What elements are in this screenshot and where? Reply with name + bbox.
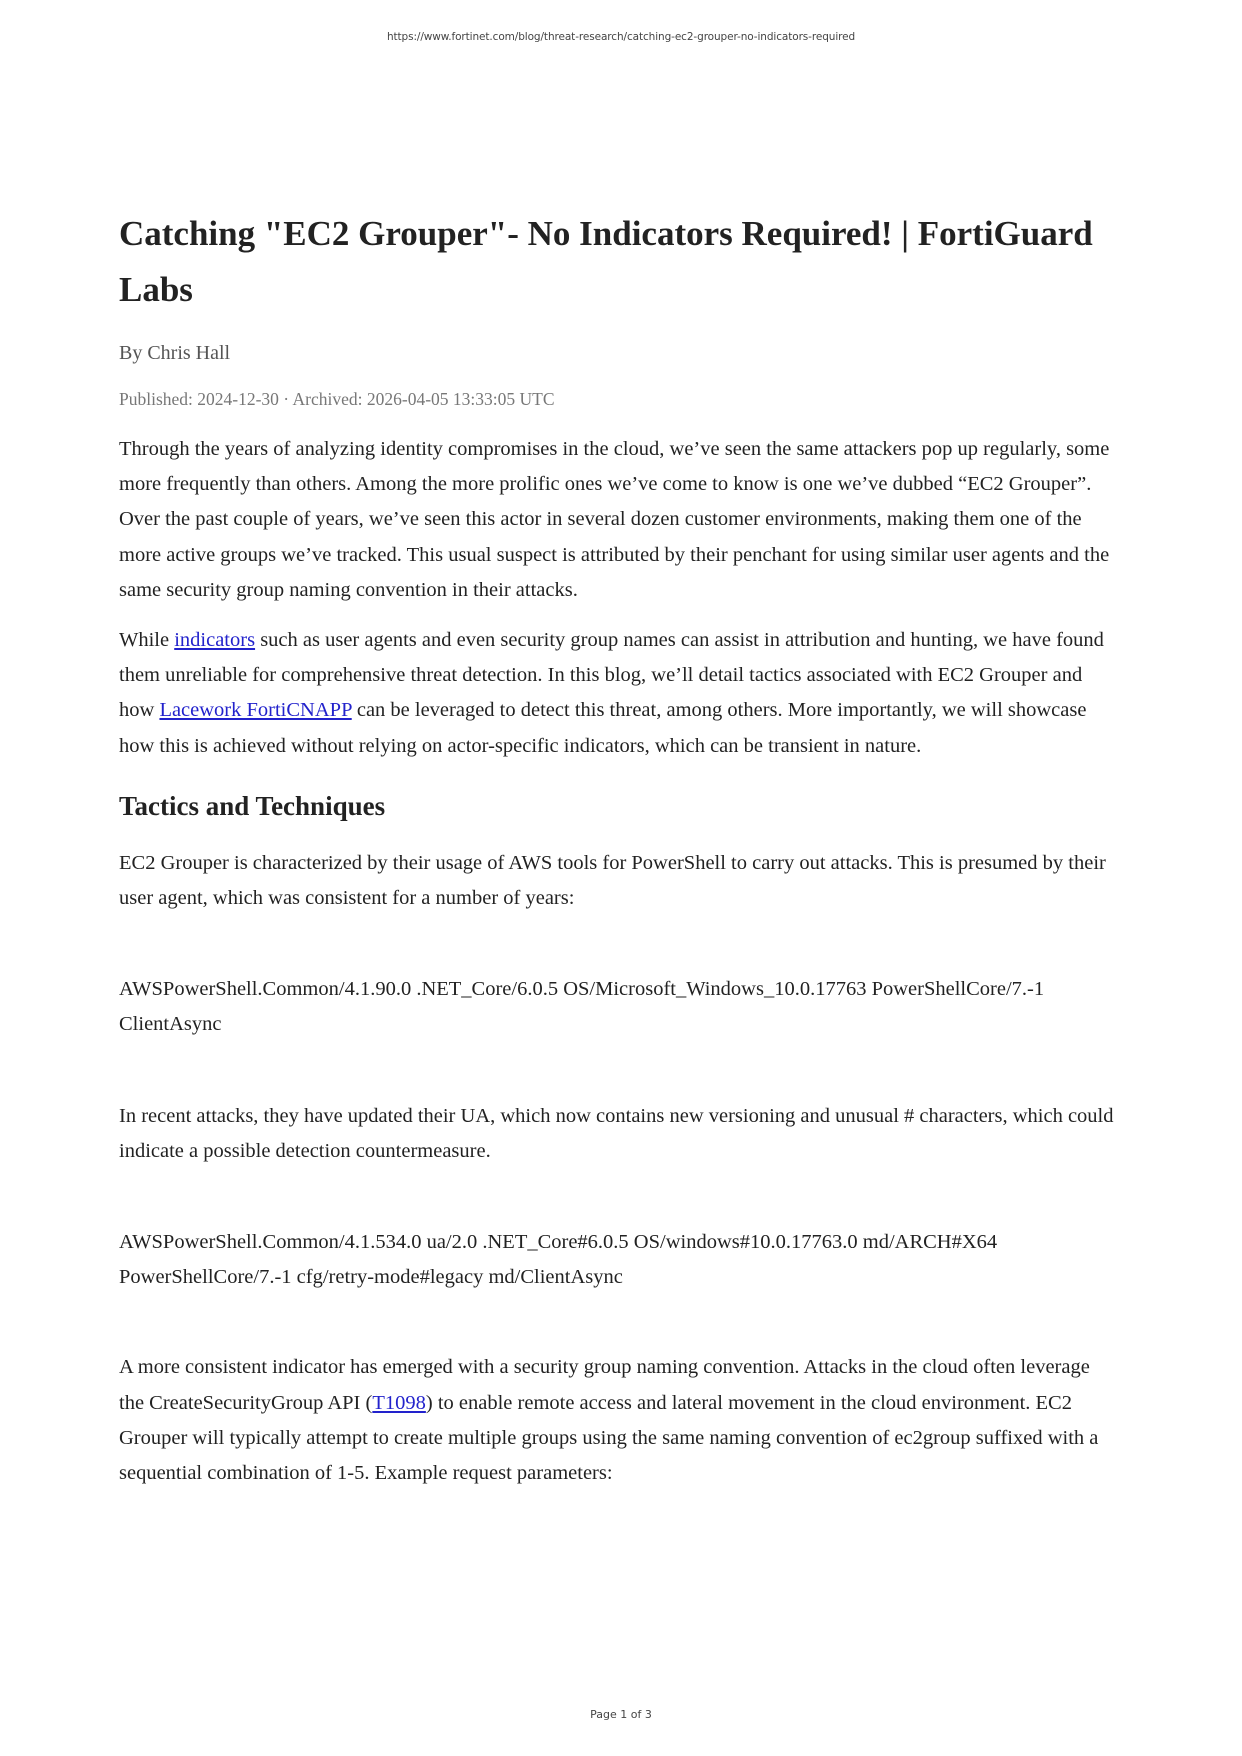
user-agent-old: AWSPowerShell.Common/4.1.90.0 .NET_Core/6.0.5 OS/Microsoft_Windows_10.0.17763 PowerShellCore/7.-1 ClientAsync: [119, 978, 1045, 1036]
text: such as user agents and even security group names can assist in attribution and hunting, we have found them unreliable for comprehensive threat detection. In this blog, we’ll detail tactics associated with EC2 Grouper and how: [119, 629, 1104, 722]
paragraph-intro: Through the years of analyzing identity compromises in the cloud, we’ve seen the same attackers pop up regularly, some more frequently than others. Among the more prolific ones we’ve come to know is one we’ve dubbed “EC2 Grouper”. Over the past couple of years, we’ve seen this actor in several dozen customer environments, making them one of the more active groups we’ve tracked. This usual suspect is attributed by their penchant for using similar user agents and the same security group naming convention in their attacks.: [119, 438, 1110, 601]
article-byline: By Chris Hall: [119, 342, 231, 364]
lacework-forticnapp-link[interactable]: Lacework FortiCNAPP: [159, 699, 352, 722]
article-title: Catching "EC2 Grouper"- No Indicators Required! | FortiGuard Labs: [119, 214, 1093, 309]
page-number: Page 1 of 3: [590, 1708, 652, 1721]
page-url: https://www.fortinet.com/blog/threat-research/catching-ec2-grouper-no-indicators-required: [386, 31, 856, 43]
text: A more consistent indicator has emerged with a security group naming convention. Attacks in the cloud often leverage the CreateSecurityGroup API (: [119, 1356, 1090, 1414]
indicators-link[interactable]: indicators: [174, 629, 256, 652]
paragraph-powershell: EC2 Grouper is characterized by their usage of AWS tools for PowerShell to carry out attacks. This is presumed by their user agent, which was consistent for a number of years:: [119, 851, 1106, 910]
paragraph-indicators: [119, 623, 1119, 764]
text: can be leveraged to detect this threat, among others. More importantly, we will showcase how this is achieved without relying on actor-specific indicators, which can be transient in nature.: [119, 699, 1087, 757]
t1098-link[interactable]: T1098: [372, 1391, 426, 1414]
text: While: [119, 629, 175, 652]
user-agent-new: AWSPowerShell.Common/4.1.534.0 ua/2.0 .NET_Core#6.0.5 OS/windows#10.0.17763.0 md/ARCH#X64 PowerShellCore/7.-1 cfg/retry-mode#legacy md/ClientAsync: [119, 1231, 998, 1289]
paragraph-security-group: [119, 1350, 1119, 1491]
section-heading-tactics: Tactics and Techniques: [119, 790, 386, 821]
article: [119, 206, 1119, 1491]
article-meta: Published: 2024-12-30 · Archived: 2026-04-05 13:33:05 UTC: [119, 389, 555, 409]
paragraph-updated-ua: In recent attacks, they have updated their UA, which now contains new versioning and unusual # characters, which could indicate a possible detection countermeasure.: [119, 1104, 1114, 1162]
text: ) to enable remote access and lateral movement in the cloud environment. EC2 Grouper will typically attempt to create multiple groups using the same naming convention of ec2group suffixed with a sequential combination of 1-5. Example request parameters:: [119, 1391, 1099, 1485]
